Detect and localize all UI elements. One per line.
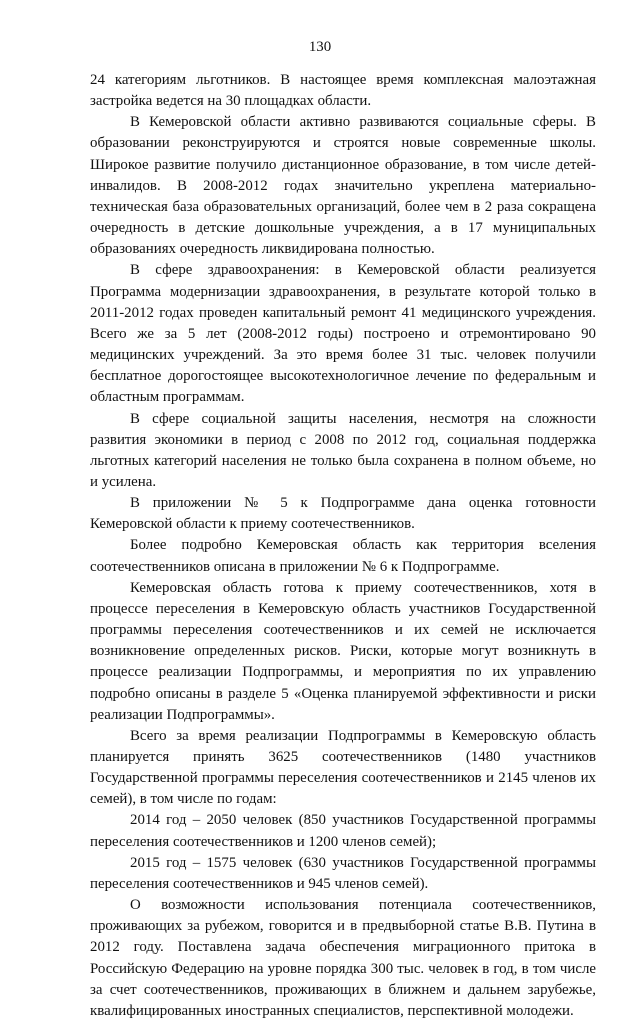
- page-number: 130: [308, 39, 332, 55]
- paragraph: Более подробно Кемеровская область как территория вселения соотечественников описана в приложении № 6 к Подпрограмме.: [90, 537, 596, 575]
- paragraph: В сфере здравоохранения: в Кемеровской области реализуется Программа модернизации здравоохранения, в результате которой только в 2011-2012 годах проведен капитальный ремонт 41 медицинского учреждения. Всего же за 5 лет (2008-2012 годы) построено и отремонтировано 90 медицинских учреждений. За это время более 31 тыс. человек получили бесплатное дорогостоящее высокотехнологичное лечение по федеральным и областным программам.: [90, 262, 596, 406]
- paragraph: 2015 год – 1575 человек (630 участников Государственной программы переселения соотечественников и 945 членов семей).: [90, 854, 596, 892]
- paragraph: О возможности использования потенциала соотечественников, проживающих за рубежом, говорится и в предвыборной статье В.В. Путина в 2012 году. Поставлена задача обеспечения миграционного притока в Российскую Федерацию на уровне порядка 300 тыс. человек в год, в том числе за счет соотечественников, проживающих в ближнем и дальнем зарубежье, квалифицированных иностранных специалистов, перспективной молодежи.: [90, 897, 596, 1019]
- paragraph: В сфере социальной защиты населения, несмотря на сложности развития экономики в период с 2008 по 2012 год, социальная поддержка льготных категорий населения не только была сохранена в полном объеме, но и усилена.: [90, 410, 596, 490]
- paragraph: Кемеровская область готова к приему соотечественников, хотя в процессе переселения в Кемеровскую область участников Государственной программы переселения соотечественников и их семей не исключается возникновение определенных рисков. Риски, которые могут возникнуть в процессе реализации Подпрограммы, и мероприятия по их управлению подробно описаны в разделе 5 «Оценка планируемой эффективности и риски реализации Подпрограммы».: [90, 579, 596, 723]
- paragraph: В Кемеровской области активно развиваются социальные сферы. В образовании реконструируются и строятся новые современные школы. Широкое развитие получило дистанционное образование, в том числе детей-инвалидов. В 2008-2012 годах значительно укреплена материально-техническая база образовательных организаций, более чем в 2 раза сокращена очередность в детские дошкольные учреждения, а в 17 муниципальных образованиях очередность ликвидирована полностью.: [90, 114, 596, 258]
- paragraph: В приложении № 5 к Подпрограмме дана оценка готовности Кемеровской области к приему соотечественников.: [90, 495, 596, 533]
- paragraph: Всего за время реализации Подпрограммы в Кемеровскую область планируется принять 3625 соотечественников (1480 участников Государственной программы переселения соотечественников и 2145 членов их семей), в том числе по годам:: [90, 727, 596, 808]
- paragraph: 2014 год – 2050 человек (850 участников Государственной программы переселения соотечественников и 1200 членов семей);: [90, 812, 596, 850]
- paragraph: 24 категориям льготников. В настоящее время комплексная малоэтажная застройка ведется на 30 площадках области.: [90, 72, 596, 110]
- page-body: [90, 70, 596, 1022]
